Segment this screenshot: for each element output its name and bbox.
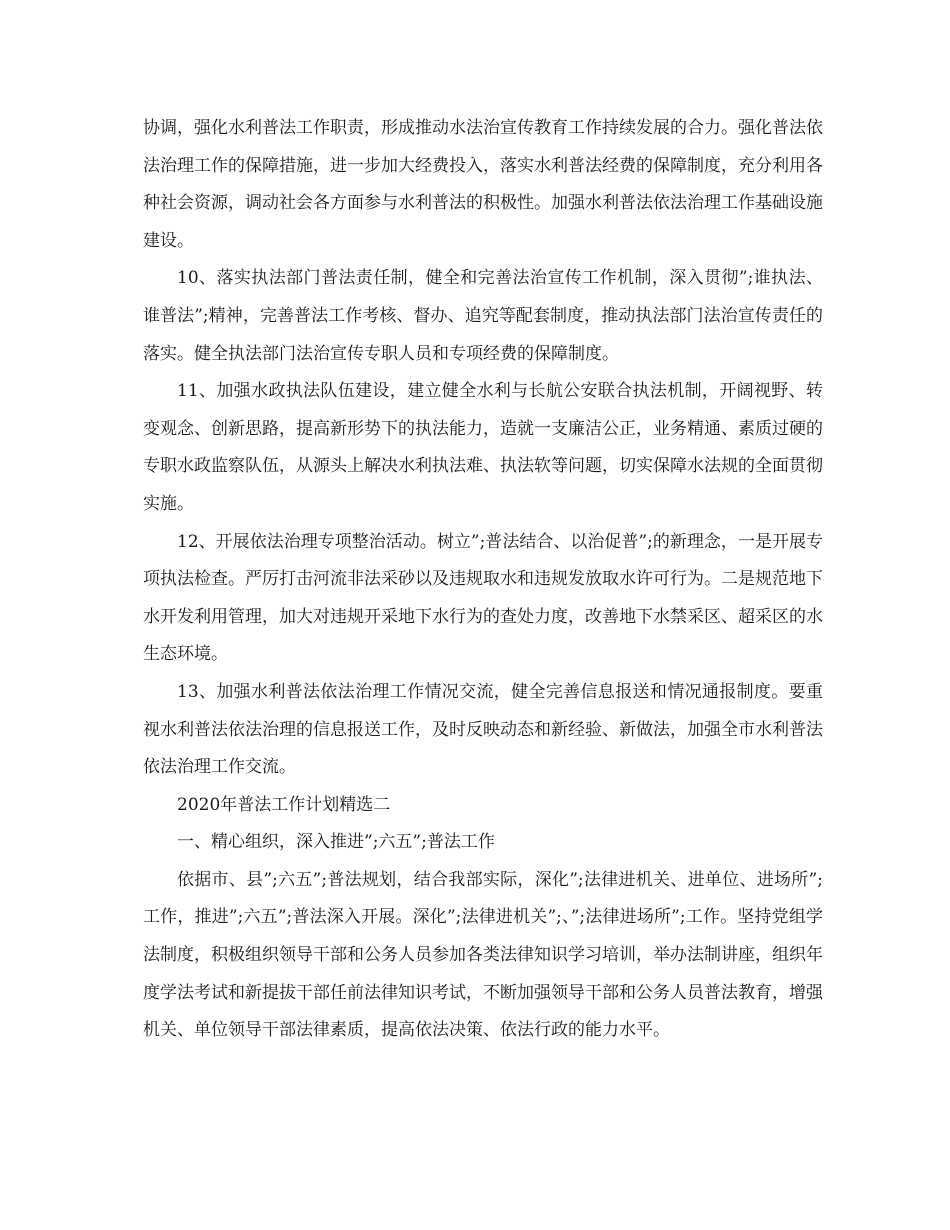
paragraph-item-13: 13、加强水利普法依法治理工作情况交流，健全完善信息报送和情况通报制度。要重视水利普法依法治理的信息报送工作，及时反映动态和新经验、新做法，加强全市水利普法依法治理工作交流。 [143,681,823,778]
section-title: 2020年普法工作计划精选二 [177,794,391,815]
subsection-heading: 一、精心组织，深入推进”;六五”;普法工作 [177,832,495,853]
paragraph-body: 依据市、县”;六五”;普法规划，结合我部实际，深化”;法律进机关、进单位、进场所”;工作，推进”;六五”;普法深入开展。深化”;法律进机关”;、”;法律进场所”;工作。坚持党组学法制度，积极组织领导干部和公务人员参加各类法律知识学习培训，举办法制讲座，组织年度学法考试和新提拔干部任前法律知识考试，不断加强领导干部和公务人员普法教育，增强机关、单位领导干部法律素质，提高依法决策、依法行政的能力水平。 [143,869,823,1041]
paragraph-item-10: 10、落实执法部门普法责任制，健全和完善法治宣传工作机制，深入贯彻”;谁执法、谁普法”;精神，完善普法工作考核、督办、追究等配套制度，推动执法部门法治宣传责任的落实。健全执法部门法治宣传专职人员和专项经费的保障制度。 [143,268,823,364]
paragraph-item-11: 11、加强水政执法队伍建设，建立健全水利与长航公安联合执法机制，开阔视野、转变观念、创新思路，提高新形势下的执法能力，造就一支廉洁公正，业务精通、素质过硬的专职水政监察队伍，从源头上解决水利执法难、执法软等问题，切实保障水法规的全面贯彻实施。 [143,381,823,514]
paragraph-intro: 协调，强化水利普法工作职责，形成推动水法治宣传教育工作持续发展的合力。强化普法依法治理工作的保障措施，进一步加大经费投入，落实水利普法经费的保障制度，充分利用各种社会资源，调动社会各方面参与水利普法的积极性。加强水利普法依法治理工作基础设施建设。 [143,118,823,251]
paragraph-item-12: 12、开展依法治理专项整治活动。树立”;普法结合、以治促普”;的新理念，一是开展专项执法检查。严厉打击河流非法采砂以及违规取水和违规发放取水许可行为。二是规范地下水开发利用管理，加大对违规开采地下水行为的查处力度，改善地下水禁采区、超采区的水生态环境。 [143,531,823,665]
document-body [143,110,823,1050]
